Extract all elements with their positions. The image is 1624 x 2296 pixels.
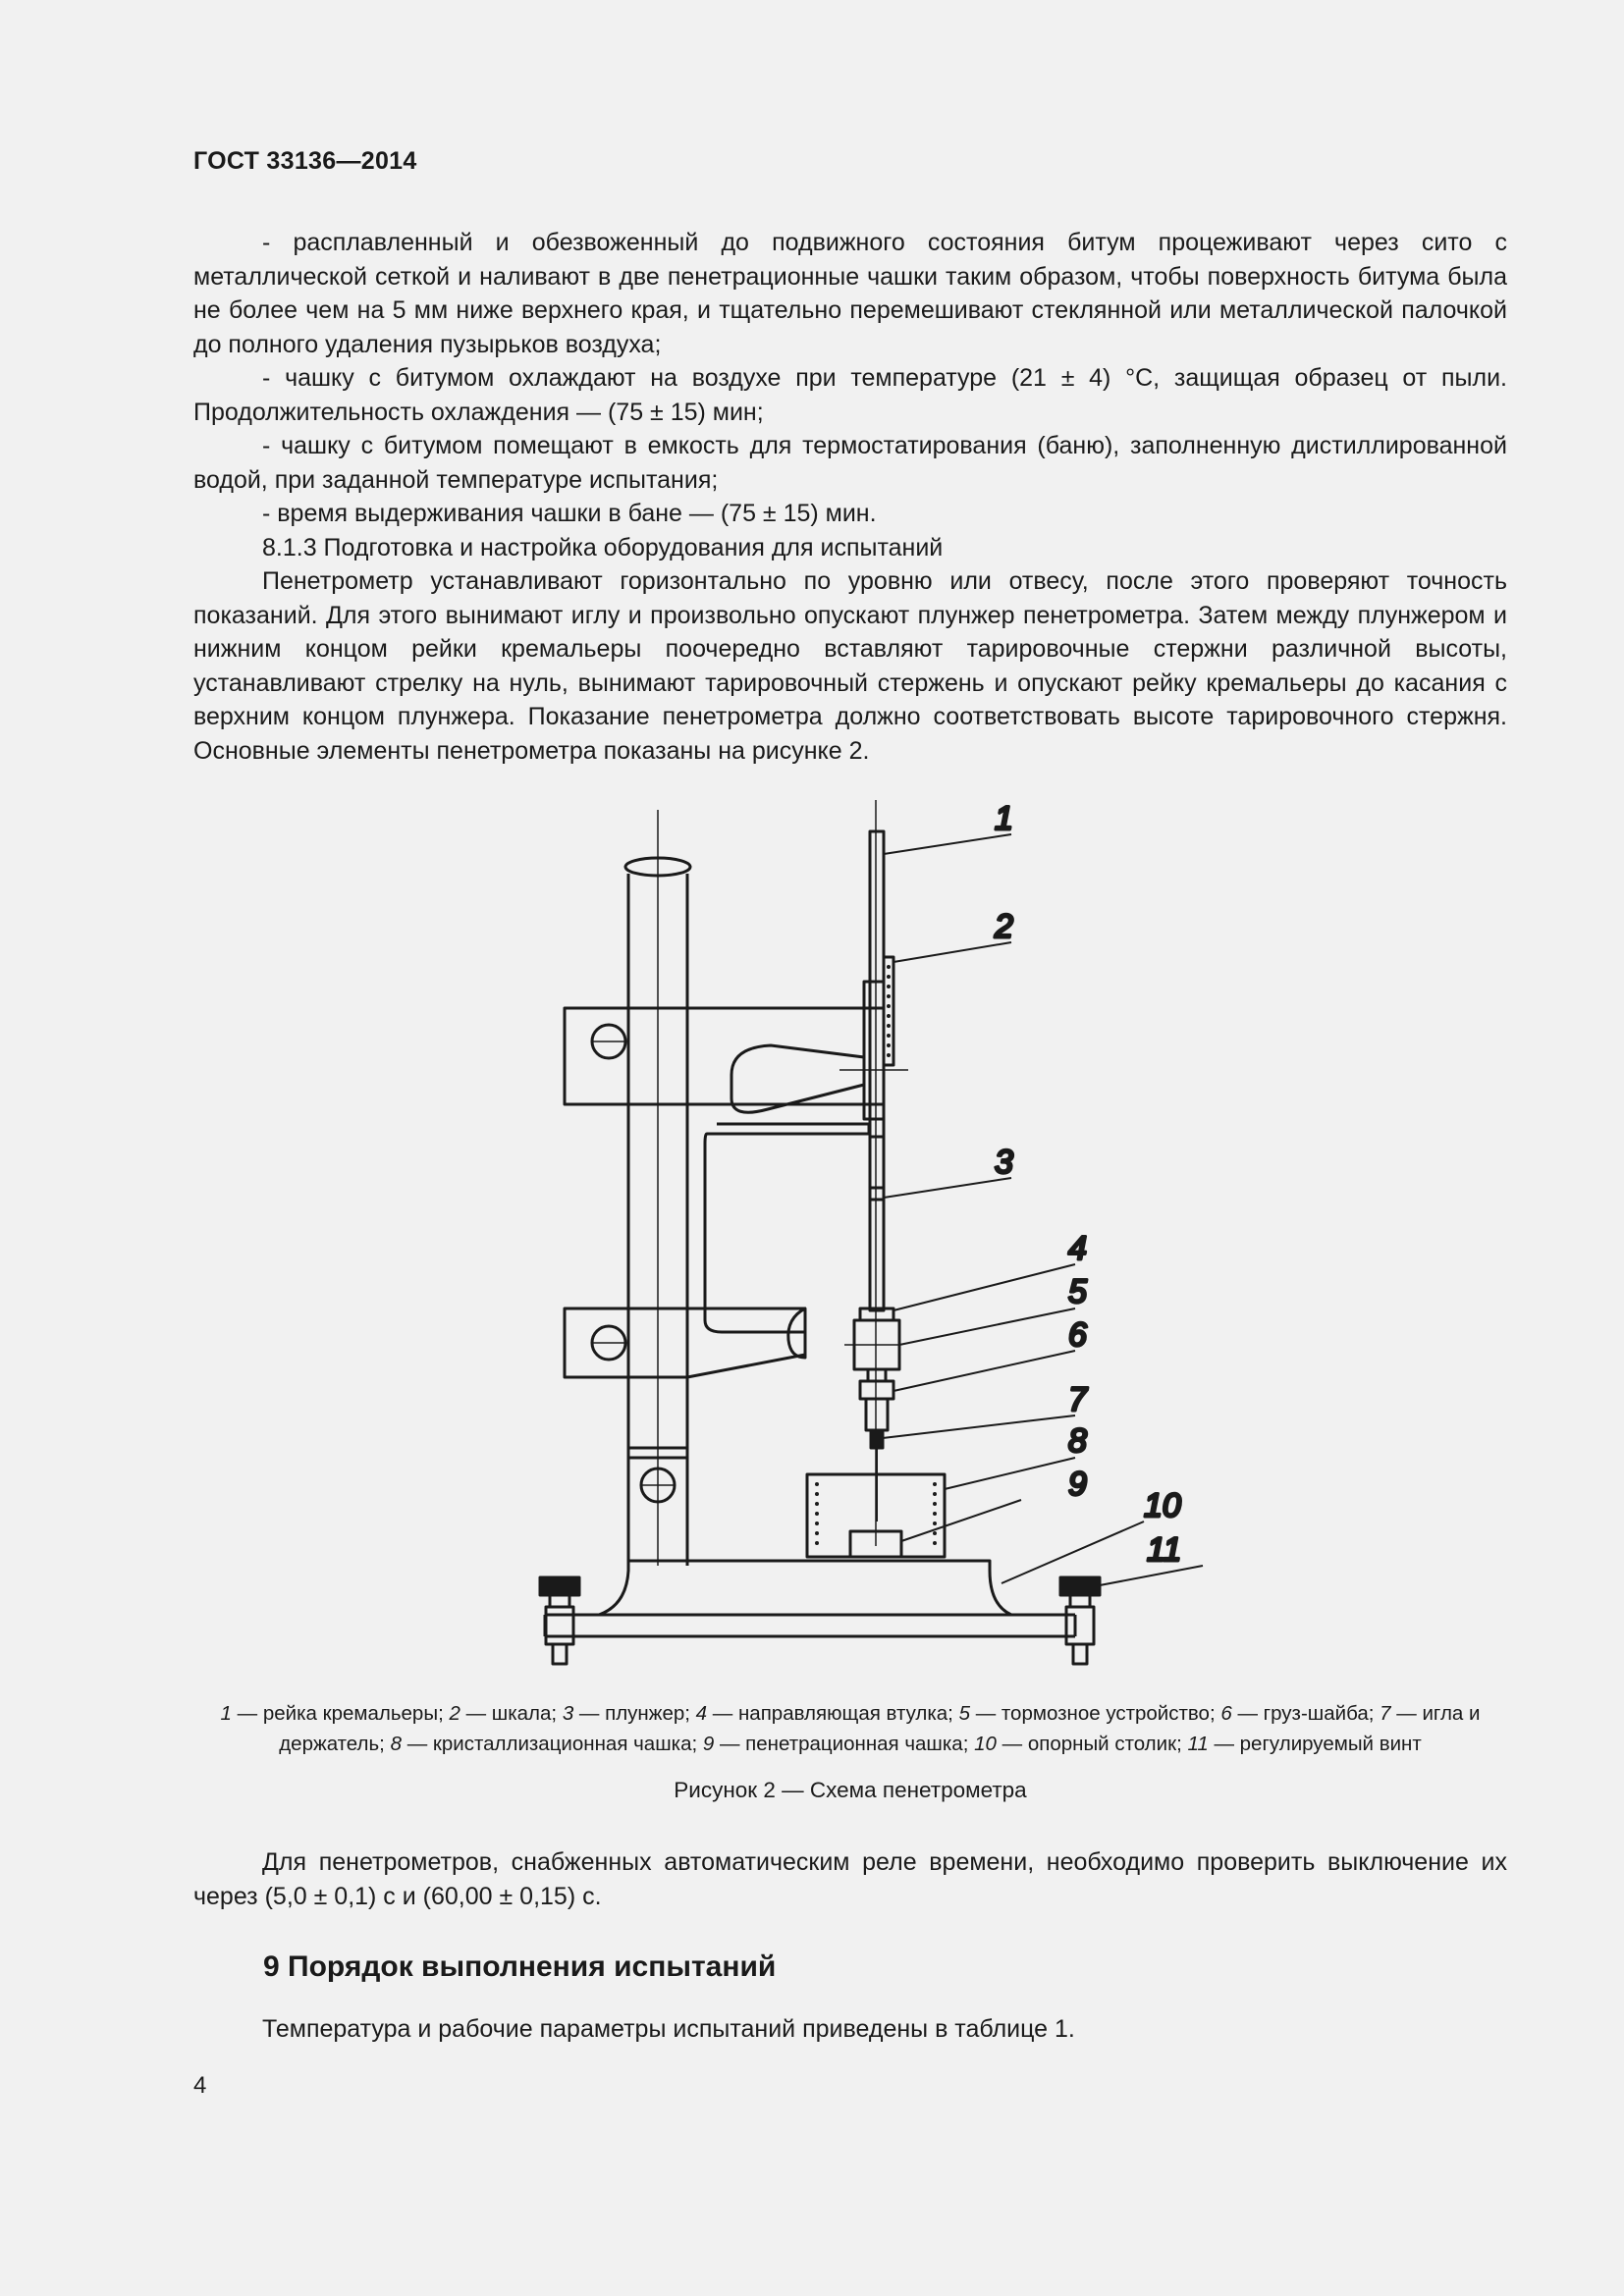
legend-text: — опорный столик; bbox=[1001, 1733, 1182, 1755]
legend-text: — рейка кремальеры; bbox=[237, 1702, 444, 1725]
callout-10: 10 bbox=[1144, 1487, 1181, 1524]
callout-6: 6 bbox=[1068, 1316, 1087, 1354]
paragraph-test-parameters: Температура и рабочие параметры испытаний приведены в таблице 1. bbox=[262, 2015, 1075, 2043]
legend-num: 9 bbox=[702, 1733, 715, 1755]
callout-1: 1 bbox=[995, 800, 1013, 837]
paragraph-cooling: - чашку с битумом охлаждают на воздухе при температуре (21 ± 4) °С, защищая образец от пыли. bbox=[262, 364, 1507, 392]
legend-num: 4 bbox=[695, 1702, 708, 1725]
section-text-block bbox=[193, 2012, 1507, 2047]
paragraph-melting: - расплавленный и обезвоженный до подвижного состояния битум процеживают через сито с металлической сеткой и наливают в две пенетрационные чашки таким образом, чтобы поверхность битума была не более чем на 5 мм ниже верхнего края, и тщательно перемешивают стеклянной или металлической палочкой до полного удаления пузырьков воздуха; bbox=[193, 229, 1507, 358]
legend-num: 2 bbox=[449, 1702, 460, 1725]
paragraph-timer-check: Для пенетрометров, снабженных автоматическим реле времени, необходимо проверить выключение их через (5,0 ± 0,1) с и (60,00 ± 0,15) с. bbox=[193, 1848, 1507, 1910]
callout-9: 9 bbox=[1068, 1466, 1087, 1503]
legend-num: 1 bbox=[220, 1702, 232, 1725]
legend-text: — шкала; bbox=[465, 1702, 558, 1725]
upper-arm bbox=[565, 1008, 884, 1112]
figure-legend bbox=[193, 1698, 1507, 1759]
page-number: 4 bbox=[193, 2072, 207, 2099]
legend-text: — плунжер; bbox=[578, 1702, 690, 1725]
subsection-heading: 8.1.3 Подготовка и настройка оборудования для испытаний bbox=[262, 533, 944, 561]
timer-paragraph-block bbox=[193, 1845, 1507, 1913]
callout-8: 8 bbox=[1068, 1422, 1087, 1460]
body-text-block bbox=[193, 226, 1507, 768]
legend-num: 6 bbox=[1220, 1702, 1232, 1725]
paragraph-cooling-duration: Продолжительность охлаждения — (75 ± 15) мин; bbox=[193, 398, 764, 426]
legend-num: 10 bbox=[974, 1733, 997, 1755]
plunger-assembly bbox=[844, 1188, 899, 1522]
callout-5: 5 bbox=[1068, 1273, 1087, 1310]
callout-11: 11 bbox=[1147, 1531, 1182, 1569]
penetrometer-diagram bbox=[511, 790, 1237, 1683]
callout-7: 7 bbox=[1068, 1381, 1087, 1418]
lower-bracket bbox=[565, 1124, 869, 1377]
legend-num: 8 bbox=[390, 1733, 402, 1755]
legend-text: — тормозное устройство; bbox=[975, 1702, 1216, 1725]
paragraph-holding-time: - время выдерживания чашки в бане — (75 ± 15) мин. bbox=[262, 500, 877, 527]
legend-num: 5 bbox=[958, 1702, 970, 1725]
figure-caption: Рисунок 2 — Схема пенетрометра bbox=[674, 1778, 1027, 1802]
document-header: ГОСТ 33136—2014 bbox=[193, 147, 417, 175]
legend-num: 11 bbox=[1187, 1733, 1209, 1755]
legend-text: — игла и держатель; bbox=[279, 1702, 1481, 1755]
legend-text: — направляющая втулка; bbox=[712, 1702, 953, 1725]
legend-text: — регулируемый винт bbox=[1214, 1733, 1422, 1755]
leader-lines bbox=[883, 834, 1203, 1585]
rack-and-scale bbox=[864, 831, 893, 1200]
callout-4: 4 bbox=[1068, 1230, 1087, 1267]
legend-num: 3 bbox=[562, 1702, 574, 1725]
legend-text: — пенетрационная чашка; bbox=[719, 1733, 969, 1755]
legend-text: — кристаллизационная чашка; bbox=[406, 1733, 698, 1755]
callout-2: 2 bbox=[995, 908, 1013, 945]
legend-text: — груз-шайба; bbox=[1237, 1702, 1375, 1725]
support-table bbox=[545, 1561, 1075, 1636]
section-heading: 9 Порядок выполнения испытаний bbox=[263, 1950, 777, 1983]
paragraph-bath: - чашку с битумом помещают в емкость для термостатирования (баню), заполненную дистиллированной водой, при заданной температуре испытания; bbox=[193, 432, 1507, 494]
legend-num: 7 bbox=[1380, 1702, 1391, 1725]
paragraph-penetrometer-setup: Пенетрометр устанавливают горизонтально по уровню или отвесу, после этого проверяют точность показаний. Для этого вынимают иглу и произвольно опускают плунжер пенетрометра. Затем между плунжером и нижним концом рейки кремальеры поочередно вставляют тарировочные стержни различной высоты, устанавливают стрелку на нуль, вынимают тарировочный стержень и опускают рейку кремальеры до касания с верхним концом плунжера. Показание пенетрометра должно соответствовать высоте тарировочного стержня. Основные элементы пенетрометра показаны на рисунке 2. bbox=[193, 567, 1507, 765]
callout-3: 3 bbox=[995, 1144, 1013, 1181]
